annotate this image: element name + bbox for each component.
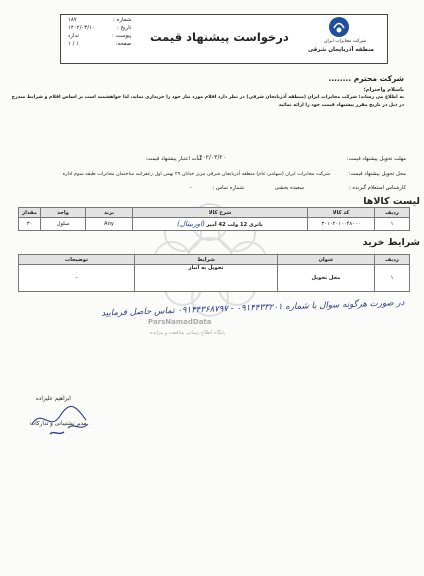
watermark-line: پایگاه اطلاع رسانی مناقصه و مزایده [150, 330, 226, 336]
validity-label: مدت اعتبار پیشنهاد قیمت: [145, 156, 202, 162]
col-qty: مقدار [19, 208, 41, 218]
page-title: درخواست پیشنهاد قیمت [150, 30, 289, 44]
col-brand: برند [86, 208, 133, 218]
letter-body-line1: به اطلاع می رساند؛ شرکت مخابرات ایران (منطقه آذربایجان شرقی) در نظر دارد اقلام مورد نیاز خود را خریداری نماید، لذا خواهشمند است بر اساس اقلام و شرایط مندرج [11, 95, 404, 100]
delivery-value: شرکت مخابرات ایران (سهامی عام) منطقه آذربایجان شرقی تبریز خیابان ۲۹ بهمن اول زعفرانیه ساختمان مخابرات طبقه سوم اداره [62, 171, 330, 177]
col-code: کد کالا [308, 208, 375, 218]
items-section-title: لیست کالاها [363, 196, 420, 207]
org-name: شرکت مخابرات ایران [324, 39, 366, 44]
cell-unit: سلول [41, 218, 86, 231]
col-unit: واحد [41, 208, 86, 218]
expert-name: سعیده یخشی [274, 185, 304, 191]
signature-icon [28, 402, 98, 438]
date-label: تاریخ : [117, 25, 132, 31]
handwritten-contact-note: در صورت هرگونه سوال با شماره ۰۹۱۴۴۳۳۲۰۱ - ۰۹۱۴۴۳۶۸۷۹۷ تماس حاصل فرمایید [101, 298, 405, 319]
cell-desc [133, 218, 308, 231]
col-notes: توضیحات [19, 255, 135, 265]
item-description: باتری 12 ولت 42 آمپر [206, 222, 263, 228]
handwritten-brand-note: (اوربیتال) [177, 220, 205, 228]
greeting: باسلام واحترام؛ [363, 87, 404, 93]
attach-label: پیوست : [112, 33, 132, 39]
expert-label: کارشناس استعلام گیرنده : [348, 185, 406, 191]
page-value: ۱ / ۱ [68, 41, 80, 47]
table-row [19, 265, 410, 292]
cell-row: ۱ [375, 265, 410, 292]
col-title: عنوان [278, 255, 375, 265]
number-label: شماره : [113, 17, 132, 23]
deadline-label: مهلت تحویل پیشنهاد قیمت: [346, 156, 406, 162]
date-value: ۱۴۰۲/۰۳/۱۰ [68, 25, 95, 31]
attach-value: ندارد [68, 33, 79, 39]
page-label: صفحه: [115, 41, 132, 47]
watermark-brand: ParsNamadData [148, 318, 212, 326]
signer-name: ابراهیم علیزاده [36, 396, 71, 402]
deadline-date: ۱۴۰۲/۰۳/۲۰ [196, 154, 226, 161]
table-row [19, 218, 410, 231]
terms-table [18, 254, 410, 292]
number-value: ۱۸۷ [68, 17, 77, 23]
terms-section-title: شرایط خرید [362, 237, 420, 248]
items-table [18, 207, 410, 231]
cell-brand: Any [86, 218, 133, 231]
tci-logo-icon [328, 16, 350, 38]
col-row: ردیف [375, 255, 410, 265]
cell-title: محل تحویل [278, 265, 375, 292]
phone-label: شماره تماس : [212, 185, 244, 191]
cell-note: - [19, 265, 135, 292]
cell-code: ۳۰۱۰۲۰۱۰۰۴۸۰۰۰ [308, 218, 375, 231]
col-condition: شرایط [135, 255, 278, 265]
cell-condition: تحویل به انبار [135, 265, 278, 292]
cell-qty: ۳۰ [19, 218, 41, 231]
delivery-label: محل تحویل پیشنهاد قیمت: [348, 171, 406, 177]
letter-meta [66, 16, 133, 48]
salutation: شرکت محترم ........ [328, 74, 404, 83]
cell-row: ۱ [375, 218, 410, 231]
signer-role: مدیر پشتیبانی و تدارکات [30, 421, 87, 427]
letter-body-line2: در ذیل در تاریخ مقرر پیشنهاد قیمت خود را ارائه نمائید [278, 103, 404, 108]
region-name: منطقه آذربایجان شرقی [307, 47, 374, 53]
col-row: ردیف [375, 208, 410, 218]
col-desc: شرح کالا [133, 208, 308, 218]
phone-value: - [190, 185, 192, 191]
